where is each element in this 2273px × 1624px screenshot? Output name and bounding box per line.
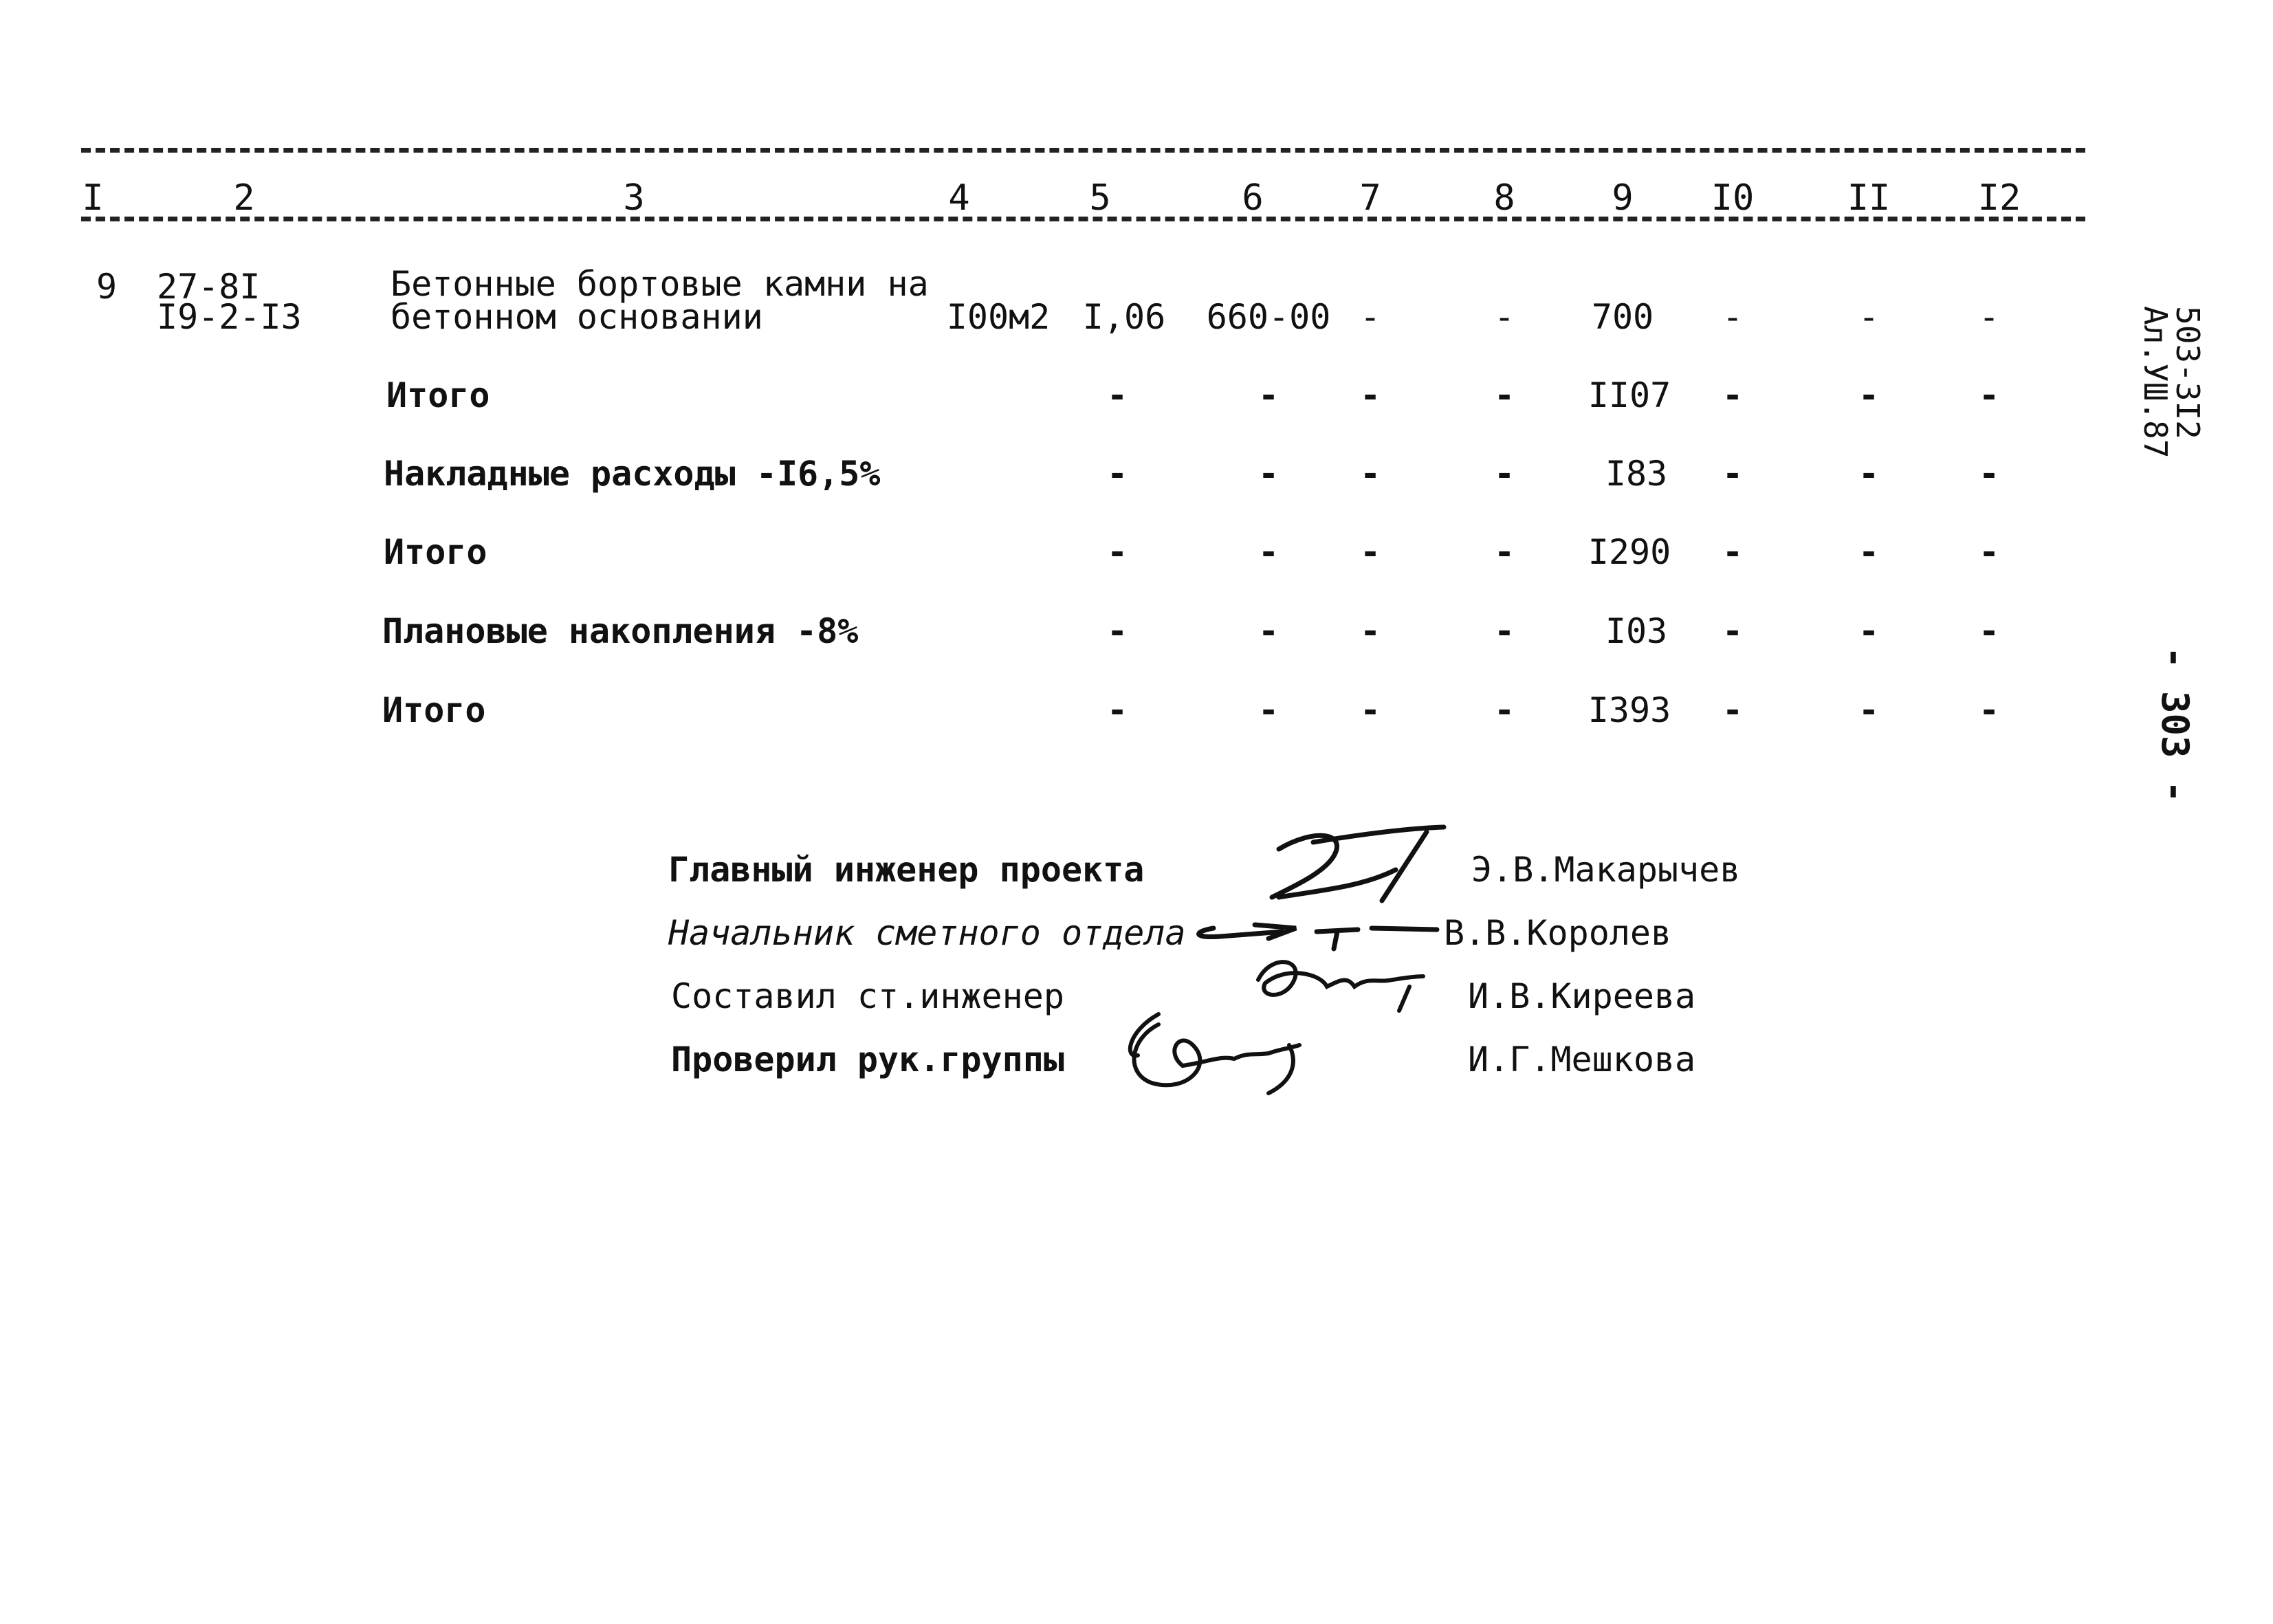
album-number: Ал.УШ.87	[2137, 306, 2174, 459]
col10-cell: -	[1722, 454, 1744, 494]
col5-cell: -	[1106, 375, 1128, 415]
col10-cell: -	[1722, 611, 1744, 651]
col7-cell: -	[1359, 454, 1381, 494]
col9-cell: I393	[1588, 690, 1671, 730]
col10-cell: -	[1722, 690, 1744, 730]
col7-cell: -	[1359, 690, 1381, 730]
col11-cell: -	[1858, 690, 1880, 730]
col-header-12: I2	[1977, 177, 2021, 219]
price-cell: 660-00	[1206, 297, 1331, 337]
norm-code-line1: 27-8I	[157, 267, 261, 307]
signatory-name: В.В.Королев	[1444, 913, 1672, 953]
col8-cell: -	[1493, 297, 1515, 337]
quantity-cell: I,06	[1082, 297, 1166, 337]
item-name-line2: бетонном основании	[391, 297, 763, 337]
signatory-role: Проверил рук.группы	[671, 1040, 1064, 1079]
signatory-name: И.В.Киреева	[1468, 976, 1696, 1016]
col-header-10: I0	[1711, 177, 1755, 219]
col6-cell: -	[1258, 454, 1280, 494]
header-bottom-rule	[81, 217, 2085, 221]
col-header-3: 3	[623, 177, 645, 219]
col5-cell: -	[1106, 611, 1128, 651]
row-label: Итого	[382, 690, 486, 730]
row-label: Накладные расходы -I6,5%	[384, 454, 881, 494]
signatory-name: И.Г.Мешкова	[1468, 1040, 1696, 1079]
col12-cell: -	[1978, 611, 2000, 651]
doc-code: 503-3I2	[2169, 306, 2206, 439]
unit-cell: I00м2	[946, 297, 1051, 337]
col12-cell: -	[1978, 297, 2000, 337]
col-header-9: 9	[1612, 177, 1634, 219]
norm-code-line2: I9-2-I3	[157, 297, 302, 337]
col-header-1: I	[82, 177, 104, 219]
col7-cell: -	[1359, 611, 1381, 651]
col12-cell: -	[1978, 690, 2000, 730]
row-number: 9	[96, 267, 118, 307]
col-header-7: 7	[1359, 177, 1381, 219]
signatory-role: Начальник сметного отдела	[668, 913, 1186, 953]
header-top-rule	[81, 148, 2085, 153]
row-label: Итого	[386, 375, 490, 415]
col-header-4: 4	[948, 177, 970, 219]
col8-cell: -	[1493, 375, 1515, 415]
col10-cell: -	[1722, 532, 1744, 572]
col-header-2: 2	[233, 177, 255, 219]
col9-cell: I03	[1605, 611, 1668, 651]
signatory-name: Э.В.Макарычев	[1471, 850, 1741, 890]
col10-cell: -	[1722, 297, 1744, 337]
handwritten-signature-4	[1117, 990, 1324, 1100]
col12-cell: -	[1978, 532, 2000, 572]
col11-cell: -	[1858, 454, 1880, 494]
col7-cell: -	[1359, 297, 1381, 337]
col5-cell: -	[1106, 690, 1128, 730]
col10-cell: -	[1722, 375, 1744, 415]
handwritten-signature-1	[1251, 822, 1458, 911]
col7-cell: -	[1359, 532, 1381, 572]
col11-cell: -	[1858, 611, 1880, 651]
col12-cell: -	[1978, 454, 2000, 494]
col6-cell: -	[1258, 611, 1280, 651]
col9-cell: I290	[1588, 532, 1671, 572]
col11-cell: -	[1858, 532, 1880, 572]
col9-cell: 700	[1591, 297, 1654, 337]
col6-cell: -	[1258, 375, 1280, 415]
col9-cell: II07	[1588, 375, 1671, 415]
col8-cell: -	[1493, 532, 1515, 572]
row-label: Плановые накопления -8%	[382, 611, 859, 651]
col-header-5: 5	[1089, 177, 1111, 219]
col7-cell: -	[1359, 375, 1381, 415]
col-header-6: 6	[1242, 177, 1264, 219]
item-name-line1: Бетонные бортовые камни на	[391, 264, 929, 304]
col9-cell: I83	[1605, 454, 1668, 494]
col6-cell: -	[1258, 532, 1280, 572]
signatory-role: Главный инженер проекта	[668, 850, 1145, 890]
col8-cell: -	[1493, 454, 1515, 494]
col8-cell: -	[1493, 611, 1515, 651]
row-label: Итого	[384, 532, 487, 572]
col12-cell: -	[1978, 375, 2000, 415]
col5-cell: -	[1106, 454, 1128, 494]
page-number: - 303 -	[2153, 646, 2197, 803]
col8-cell: -	[1493, 690, 1515, 730]
col6-cell: -	[1258, 690, 1280, 730]
col11-cell: -	[1858, 375, 1880, 415]
col-header-8: 8	[1493, 177, 1515, 219]
col11-cell: -	[1858, 297, 1880, 337]
col5-cell: -	[1106, 532, 1128, 572]
signatory-role: Составил ст.инженер	[671, 976, 1064, 1016]
col-header-11: II	[1847, 177, 1891, 219]
